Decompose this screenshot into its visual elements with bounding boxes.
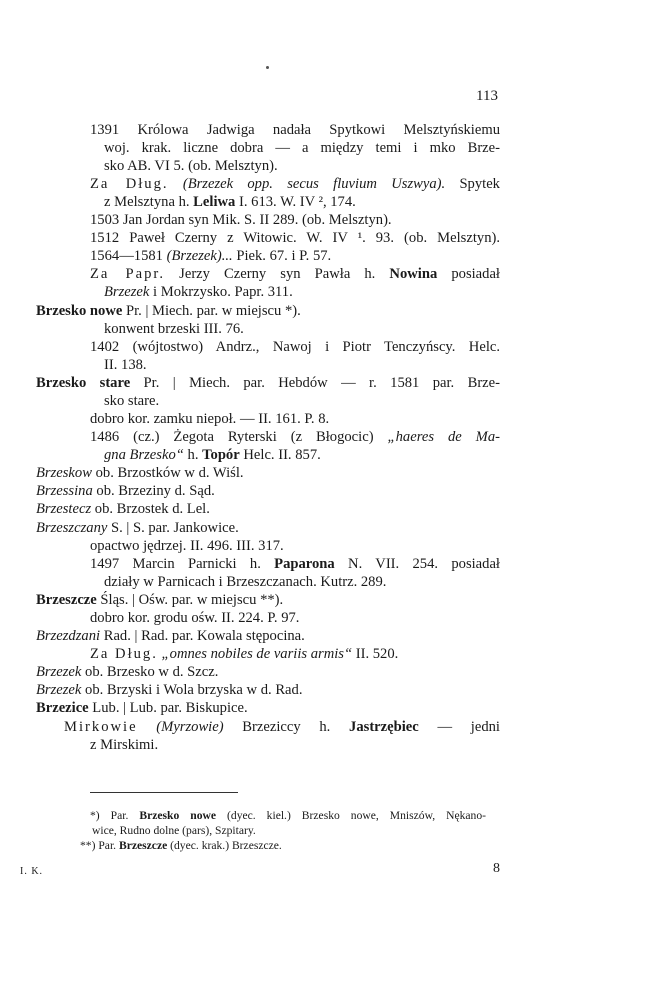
text-run: ob. Brzeziny d. Sąd. (92, 483, 215, 499)
text-run: Za Papr. (90, 266, 166, 282)
bold-term: Paparona (274, 556, 335, 572)
bold-term: Brzezice (36, 700, 89, 716)
bold-term: Nowina (389, 266, 438, 282)
italic-term: Brzezdzani (36, 628, 101, 644)
text-run: Śląs. | Ośw. par. w miejscu **). (96, 592, 284, 608)
italic-term: Brzeskow (36, 465, 92, 481)
text-line (36, 519, 239, 537)
text-line (36, 591, 283, 609)
text-line (90, 609, 299, 627)
italic-term: „omnes nobiles de variis armis“ (161, 646, 353, 662)
text-run: z Melsztyna h. (104, 194, 194, 210)
text-line (36, 500, 210, 518)
bold-term: Brzesko nowe (139, 809, 217, 822)
text-run: — jedni (418, 719, 500, 735)
italic-term: Brzestecz (36, 501, 92, 517)
text-run: 1564—1581 (90, 248, 167, 264)
text-line (104, 157, 278, 175)
text-line (104, 392, 159, 410)
text-run: Pr. | Miech. par. w miejscu *). (122, 303, 301, 319)
text-line (90, 736, 158, 754)
text-line (36, 464, 244, 482)
bold-term: Topór (202, 447, 240, 463)
text-run: Mirkowie (64, 719, 138, 735)
text-line (90, 410, 329, 428)
ink-dot (266, 66, 269, 69)
footnote-rule (90, 792, 238, 793)
text-line (36, 374, 500, 392)
text-run: woj. krak. liczne dobra — a między temi i mko Brze- (104, 140, 500, 156)
bold-term: Brzeszcze (118, 839, 168, 852)
text-run: wice, Rudno dolne (pars), Szpitary. (92, 824, 256, 837)
text-line (104, 446, 321, 464)
text-run: N. VII. 254. posiadał (334, 556, 500, 572)
text-run: działy w Parnicach i Brzeszczanach. Kutrz. 289. (104, 574, 387, 590)
text-run: 1497 Marcin Parnicki h. (90, 556, 275, 572)
text-line (36, 699, 248, 717)
footnote-line (90, 808, 486, 823)
text-run: Spytek (445, 176, 500, 192)
text-line (90, 229, 500, 247)
text-run: II. 138. (104, 357, 147, 373)
text-line (104, 283, 293, 301)
text-line (104, 356, 147, 374)
text-run: II. 520. (352, 646, 399, 662)
text-line (36, 627, 305, 645)
text-line (104, 320, 244, 338)
text-run: sko stare. (104, 393, 160, 409)
text-run: Jerzy Czerny syn Pawła h. (165, 266, 390, 282)
italic-term: Brzezek (104, 284, 150, 300)
text-run: i Mokrzysko. Papr. 311. (149, 284, 293, 300)
text-line (36, 681, 302, 699)
text-run (138, 719, 157, 735)
text-run: Rad. | Rad. par. Kowala stępocina. (100, 628, 305, 644)
italic-term: (Myrzowie) (156, 719, 224, 735)
text-line (104, 573, 386, 591)
text-line (90, 211, 392, 229)
text-run: Piek. 67. i P. 57. (232, 248, 332, 264)
text-line (90, 338, 500, 356)
page-number: 113 (476, 88, 498, 104)
bold-term: Leliwa (193, 194, 236, 210)
text-line (90, 247, 331, 265)
text-run (169, 176, 183, 192)
text-run: 1512 Paweł Czerny z Witowic. W. IV ¹. 93. (ob. Melsztyn). (90, 230, 500, 246)
text-line (90, 555, 500, 573)
footnote-line (92, 823, 256, 838)
text-run: 1503 Jan Jordan syn Mik. S. II 289. (ob. Melsztyn). (90, 212, 392, 228)
italic-term: (Brzezek opp. secus fluvium Uszwya). (182, 176, 446, 192)
bold-term: Brzesko nowe (36, 303, 123, 319)
text-run: konwent brzeski III. 76. (104, 321, 244, 337)
text-run: opactwo jędrzej. II. 496. III. 317. (90, 538, 284, 554)
text-line (90, 428, 500, 446)
italic-term: (Brzezek)... (166, 248, 233, 264)
text-run: dobro kor. zamku niepoł. — II. 161. P. 8. (90, 411, 330, 427)
italic-term: „haeres de Ma- (387, 429, 500, 445)
text-line (36, 302, 301, 320)
text-run: Lub. | Lub. par. Biskupice. (88, 700, 248, 716)
text-run: ob. Brzostek d. Lel. (91, 501, 210, 517)
text-run: 1402 (wójtostwo) Andrz., Nawoj i Piotr Tenczyńscy. Helc. (90, 339, 500, 355)
text-run: Pr. | Miech. par. Hebdów — r. 1581 par. Brze- (130, 375, 500, 391)
text-run: ob. Brzesko w d. Szcz. (81, 664, 219, 680)
text-run: sko AB. VI 5. (ob. Melsztyn). (104, 158, 278, 174)
signature-mark: I. K. (20, 866, 44, 877)
bold-term: Brzesko stare (36, 375, 131, 391)
text-line (64, 718, 500, 736)
text-run: z Mirskimi. (90, 737, 159, 753)
italic-term: Brzezek (36, 682, 82, 698)
text-run: h. (183, 447, 203, 463)
sheet-number: 8 (493, 861, 500, 876)
text-run: 1486 (cz.) Żegota Ryterski (z Błogocic) (90, 429, 388, 445)
text-run: 1391 Królowa Jadwiga nadała Spytkowi Melsztyńskiemu (90, 122, 500, 138)
italic-term: Brzessina (36, 483, 93, 499)
italic-term: Brzeszczany (36, 520, 108, 536)
bold-term: Brzeszcze (36, 592, 97, 608)
text-run: *) Par. (90, 809, 140, 822)
text-run: posiadał (437, 266, 500, 282)
text-line (90, 537, 284, 555)
text-line (104, 139, 500, 157)
text-line (90, 175, 500, 193)
text-run: S. | S. par. Jankowice. (107, 520, 239, 536)
text-line (90, 265, 500, 283)
italic-term: gna Brzesko“ (104, 447, 184, 463)
text-line (90, 121, 500, 139)
text-run: dobro kor. grodu ośw. II. 224. P. 97. (90, 610, 300, 626)
text-line (90, 645, 398, 663)
bold-term: Jastrzębiec (349, 719, 419, 735)
text-line (36, 663, 218, 681)
italic-term: Brzezek (36, 664, 82, 680)
footnote-line (80, 838, 282, 853)
text-run: Brzeziccy h. (223, 719, 350, 735)
text-run: (dyec. krak.) Brzeszcze. (167, 839, 282, 852)
text-run: Helc. II. 857. (239, 447, 321, 463)
text-run: I. 613. W. IV ², 174. (235, 194, 356, 210)
text-run: Za Dług. (90, 646, 158, 662)
text-line (104, 193, 356, 211)
text-run: **) Par. (80, 839, 119, 852)
text-run: ob. Brzostków w d. Wiśl. (91, 465, 244, 481)
text-line (36, 482, 215, 500)
text-run: (dyec. kiel.) Brzesko nowe, Mniszów, Nękano- (216, 809, 486, 822)
text-run: Za Dług. (90, 176, 169, 192)
text-run: ob. Brzyski i Wola brzyska w d. Rad. (81, 682, 303, 698)
